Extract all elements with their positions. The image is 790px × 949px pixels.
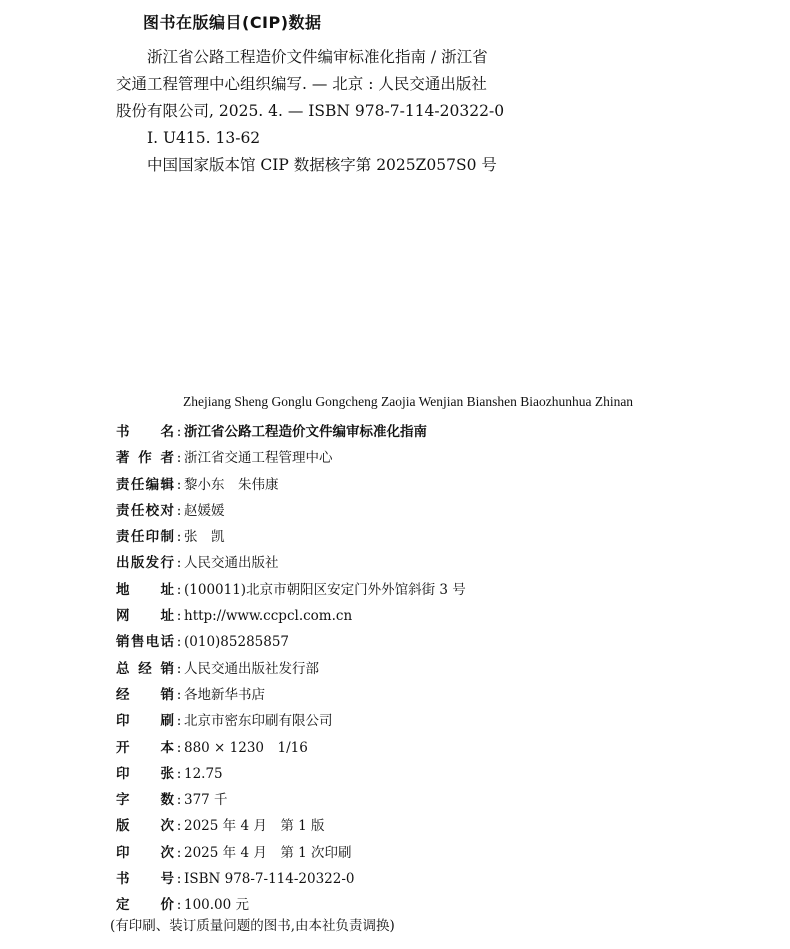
info-separator: : [176,424,182,440]
info-label-char: 任 [130,529,145,546]
cip-block [116,44,576,179]
info-label [116,866,174,892]
info-label-char: 定 [116,897,130,914]
info-row [116,419,466,445]
info-label-char: 地 [116,581,130,598]
info-row [116,472,466,498]
cip-classification: Ⅰ. U415. 13-62 [147,129,261,147]
info-row [116,840,466,866]
info-separator: : [176,897,182,914]
info-label [116,708,174,734]
info-label-char: 刷 [160,713,174,730]
info-row [116,787,466,813]
info-value: 100.00 元 [184,897,250,914]
info-label [116,629,174,655]
info-label-char: 网 [116,608,130,625]
info-separator: : [176,818,182,835]
info-label-char: 名 [160,424,174,440]
info-label-char: 辑 [160,476,174,493]
info-label [116,603,174,629]
cip-line: 股份有限公司, 2025. 4. — ISBN 978-7-114-20322-0 [116,102,505,120]
info-separator: : [176,555,182,572]
info-label-char: 责 [116,476,130,493]
info-label-char: 价 [160,897,174,914]
info-label [116,761,174,787]
info-label-char: 数 [160,792,174,809]
info-label-char: 销 [160,660,174,677]
info-label-char: 校 [145,502,160,519]
cip-line: 交通工程管理中心组织编写. — 北京 : 人民交通出版社 [116,75,487,93]
info-separator: : [176,608,182,625]
footer-note: (有印刷、装订质量问题的图书,由本社负责调换) [110,918,395,934]
info-label [116,656,174,682]
info-label-char: 印 [145,529,160,546]
info-row [116,735,466,761]
info-label-char: 次 [160,844,174,861]
info-value: 人民交通出版社 [184,555,279,572]
info-label [116,682,174,708]
info-separator: : [176,581,182,598]
info-separator: : [176,871,182,888]
info-value: 各地新华书店 [184,686,265,703]
info-label [116,813,174,839]
info-label-char: 编 [145,476,160,493]
info-label [116,445,174,471]
info-separator: : [176,713,182,730]
info-label-char: 行 [160,555,174,572]
info-value: 2025 年 4 月 第 1 次印刷 [184,844,352,861]
info-value: 北京市密东印刷有限公司 [184,713,333,730]
info-label-char: 销 [160,686,174,703]
info-label [116,840,174,866]
info-label [116,787,174,813]
info-label [116,419,174,445]
info-separator: : [176,792,182,809]
info-row [116,682,466,708]
info-row [116,761,466,787]
info-row [116,629,466,655]
info-separator: : [176,502,182,519]
info-label-char: 经 [138,660,152,677]
info-label-char: 责 [116,502,130,519]
info-label-char: 著 [116,450,130,467]
info-separator: : [176,686,182,703]
info-label-char: 开 [116,739,130,756]
info-value: 880 × 1230 1/16 [184,739,308,756]
info-separator: : [176,739,182,756]
info-separator: : [176,450,182,467]
info-label-char: 销 [116,634,130,651]
info-label-char: 话 [160,634,174,651]
info-label-char: 者 [160,450,174,467]
info-row [116,577,466,603]
info-label [116,735,174,761]
info-value: (100011)北京市朝阳区安定门外外馆斜街 3 号 [184,581,466,598]
info-value: 黎小东 朱伟康 [184,476,279,493]
info-value: 2025 年 4 月 第 1 版 [184,818,325,835]
info-label-char: 售 [130,634,145,651]
info-value: 377 千 [184,792,228,809]
info-separator: : [176,634,182,651]
info-row [116,550,466,576]
info-label-char: 址 [160,608,174,625]
info-separator: : [176,844,182,861]
info-value: http://www.ccpcl.com.cn [184,608,353,625]
info-row [116,445,466,471]
info-value: 赵媛媛 [184,502,225,519]
info-label-char: 书 [116,871,130,888]
info-label-char: 经 [116,686,130,703]
info-row [116,866,466,892]
info-label-char: 任 [130,502,145,519]
info-label-char: 印 [116,765,130,782]
info-value: 浙江省交通工程管理中心 [184,450,333,467]
info-label-char: 字 [116,792,130,809]
pinyin-title: Zhejiang Sheng Gonglu Gongcheng Zaojia Wenjian Bianshen Biaozhunhua Zhinan [183,394,634,409]
info-label [116,498,174,524]
info-value: 张 凯 [184,529,225,546]
info-label [116,577,174,603]
info-label-char: 制 [160,529,174,546]
info-row [116,603,466,629]
cip-heading: 图书在版编目(CIP)数据 [143,13,322,32]
info-value: 人民交通出版社发行部 [184,660,319,677]
cip-line: 浙江省公路工程造价文件编审标准化指南 / 浙江省 [147,48,488,66]
info-label-char: 对 [160,502,174,519]
info-label-char: 总 [116,660,130,677]
info-label [116,524,174,550]
info-label-char: 版 [130,555,145,572]
info-label-char: 任 [130,476,145,493]
info-value: (010)85285857 [184,634,290,651]
info-label-char: 出 [116,555,130,572]
info-value: 浙江省公路工程造价文件编审标准化指南 [184,424,427,440]
info-label-char: 发 [145,555,160,572]
info-label-char: 书 [116,424,130,440]
info-label-char: 张 [160,765,174,782]
info-label-char: 版 [116,818,130,835]
info-label-char: 电 [145,634,160,651]
info-separator: : [176,529,182,546]
info-label-char: 印 [116,713,130,730]
info-row [116,656,466,682]
info-label-char: 号 [160,871,174,888]
info-separator: : [176,765,182,782]
info-label-char: 印 [116,844,130,861]
info-label-char: 作 [138,450,152,467]
info-separator: : [176,660,182,677]
info-label-char: 责 [116,529,130,546]
info-label [116,472,174,498]
info-label-char: 次 [160,818,174,835]
info-row [116,498,466,524]
info-row [116,813,466,839]
info-row [116,524,466,550]
info-row [116,708,466,734]
info-value: 12.75 [184,765,223,782]
info-label [116,550,174,576]
publication-info-table [116,419,466,919]
info-value: ISBN 978-7-114-20322-0 [184,871,355,888]
info-label-char: 本 [160,739,174,756]
info-separator: : [176,476,182,493]
info-label-char: 址 [160,581,174,598]
cip-record-number: 中国国家版本馆 CIP 数据核字第 2025Z057S0 号 [147,156,497,174]
